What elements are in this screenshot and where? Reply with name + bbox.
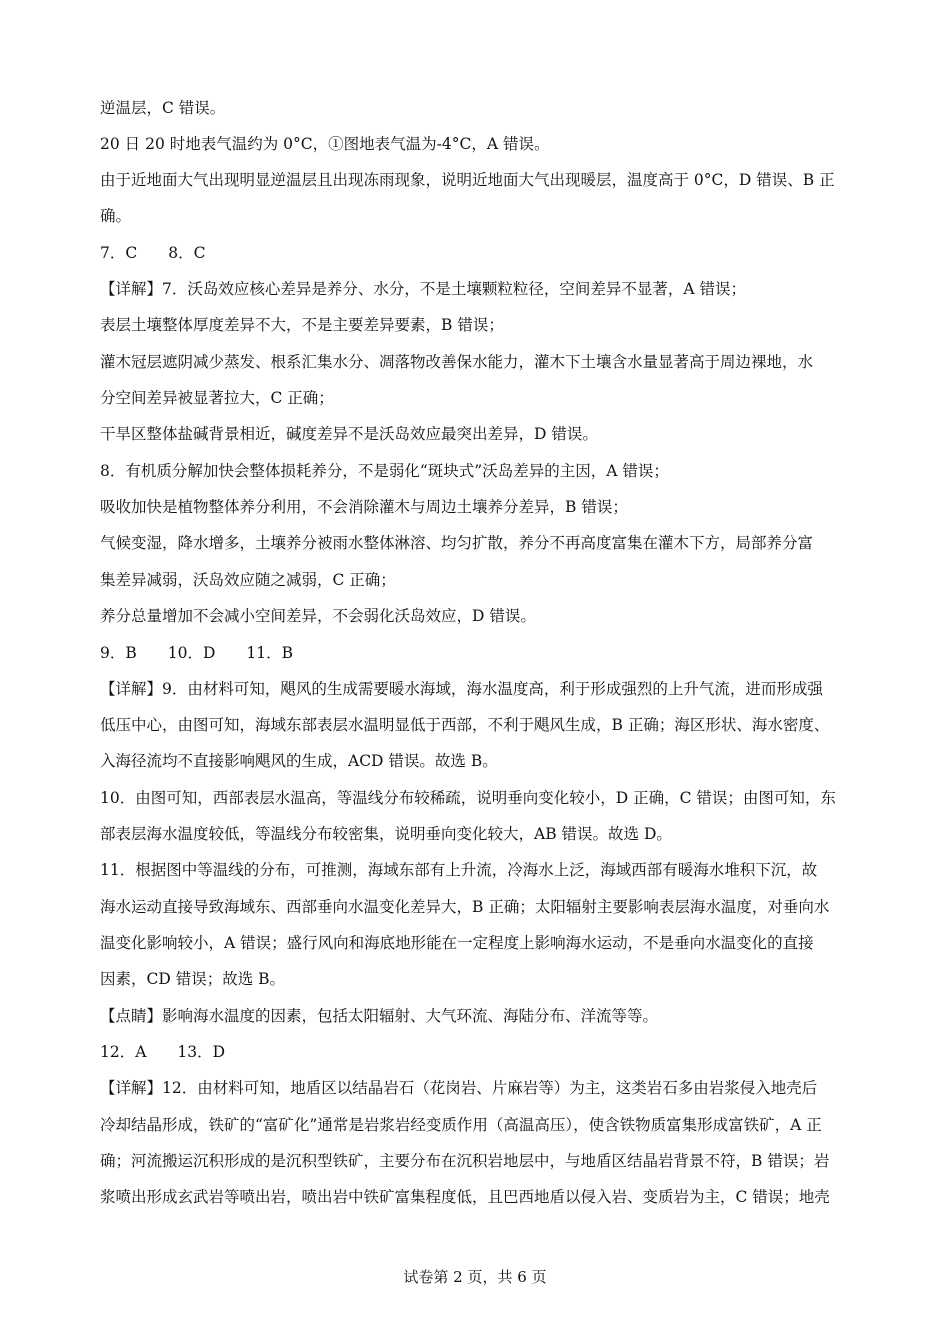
text-line: 由于近地面大气出现明显逆温层且出现冻雨现象，说明近地面大气出现暖层，温度高于 0°C，D 错误、B 正: [100, 171, 835, 189]
text-line: 温变化影响较小，A 错误；盛行风向和海底地形能在一定程度上影响海水运动，不是垂向水温变化的直接: [100, 934, 814, 952]
text-line: 【详解】7．沃岛效应核心差异是养分、水分，不是土壤颗粒粒径，空间差异不显著，A 错误；: [100, 280, 746, 298]
text-line: 冷却结晶形成，铁矿的“富矿化”通常是岩浆岩经变质作用（高温高压），使含铁物质富集形成富铁矿，A 正: [100, 1116, 822, 1134]
answer-key: 12．A 13．D: [100, 1043, 226, 1061]
text-line: 【详解】12．由材料可知，地盾区以结晶岩石（花岗岩、片麻岩等）为主，这类岩石多由岩浆侵入地壳后: [100, 1079, 818, 1097]
text-line: 集差异减弱，沃岛效应随之减弱，C 正确；: [100, 571, 396, 589]
text-line: 浆喷出形成玄武岩等喷出岩，喷出岩中铁矿富集程度低，且巴西地盾以侵入岩、变质岩为主，C 错误；地壳: [100, 1188, 830, 1206]
text-line: 【详解】9．由材料可知，飓风的生成需要暖水海域，海水温度高，利于形成强烈的上升气流，进而形成强: [100, 680, 823, 698]
text-line: 20 日 20 时地表气温约为 0°C，①图地表气温为-4°C，A 错误。: [100, 135, 550, 153]
text-line: 养分总量增加不会减小空间差异，不会弱化沃岛效应，D 错误。: [100, 607, 536, 625]
text-line: 部表层海水温度较低，等温线分布较密集，说明垂向变化较大，AB 错误。故选 D。: [100, 825, 672, 843]
text-line: 8．有机质分解加快会整体损耗养分，不是弱化“斑块式”沃岛差异的主因，A 错误；: [100, 462, 669, 480]
text-line: 入海径流均不直接影响飓风的生成，ACD 错误。故选 B。: [100, 752, 498, 770]
text-line: 确；河流搬运沉积形成的是沉积型铁矿，主要分布在沉积岩地层中，与地盾区结晶岩背景不符，B 错误；岩: [100, 1152, 830, 1170]
page-footer: 试卷第 2 页，共 6 页: [403, 1268, 547, 1286]
text-line: 【点睛】影响海水温度的因素，包括太阳辐射、大气环流、海陆分布、洋流等等。: [100, 1007, 659, 1025]
text-line: 气候变湿，降水增多，土壤养分被雨水整体淋溶、均匀扩散，养分不再高度富集在灌木下方，局部养分富: [100, 534, 814, 552]
text-line: 表层土壤整体厚度差异不大，不是主要差异要素，B 错误；: [100, 316, 504, 334]
answer-key: 7．C 8．C: [100, 244, 206, 262]
text-line: 灌木冠层遮阴减少蒸发、根系汇集水分、凋落物改善保水能力，灌木下土壤含水量显著高于周边裸地，水: [100, 353, 814, 371]
text-line: 10．由图可知，西部表层水温高，等温线分布较稀疏，说明垂向变化较小，D 正确，C 错误；由图可知，东: [100, 789, 836, 807]
text-line: 吸收加快是植物整体养分利用，不会消除灌木与周边土壤养分差异，B 错误；: [100, 498, 628, 516]
text-line: 11．根据图中等温线的分布，可推测，海域东部有上升流，冷海水上泛，海域西部有暖海水堆积下沉，故: [100, 861, 818, 879]
text-line: 干旱区整体盐碱背景相近，碱度差异不是沃岛效应最突出差异，D 错误。: [100, 425, 598, 443]
text-line: 因素，CD 错误；故选 B。: [100, 970, 286, 988]
text-line: 分空间差异被显著拉大，C 正确；: [100, 389, 334, 407]
text-line: 低压中心，由图可知，海域东部表层水温明显低于西部，不利于飓风生成，B 正确；海区形状、海水密度、: [100, 716, 830, 734]
text-line: 海水运动直接导致海域东、西部垂向水温变化差异大，B 正确；太阳辐射主要影响表层海水温度，对垂向水: [100, 898, 830, 916]
answer-key: 9．B 10．D 11．B: [100, 644, 294, 662]
text-line: 逆温层，C 错误。: [100, 99, 226, 117]
text-line: 确。: [100, 207, 132, 225]
